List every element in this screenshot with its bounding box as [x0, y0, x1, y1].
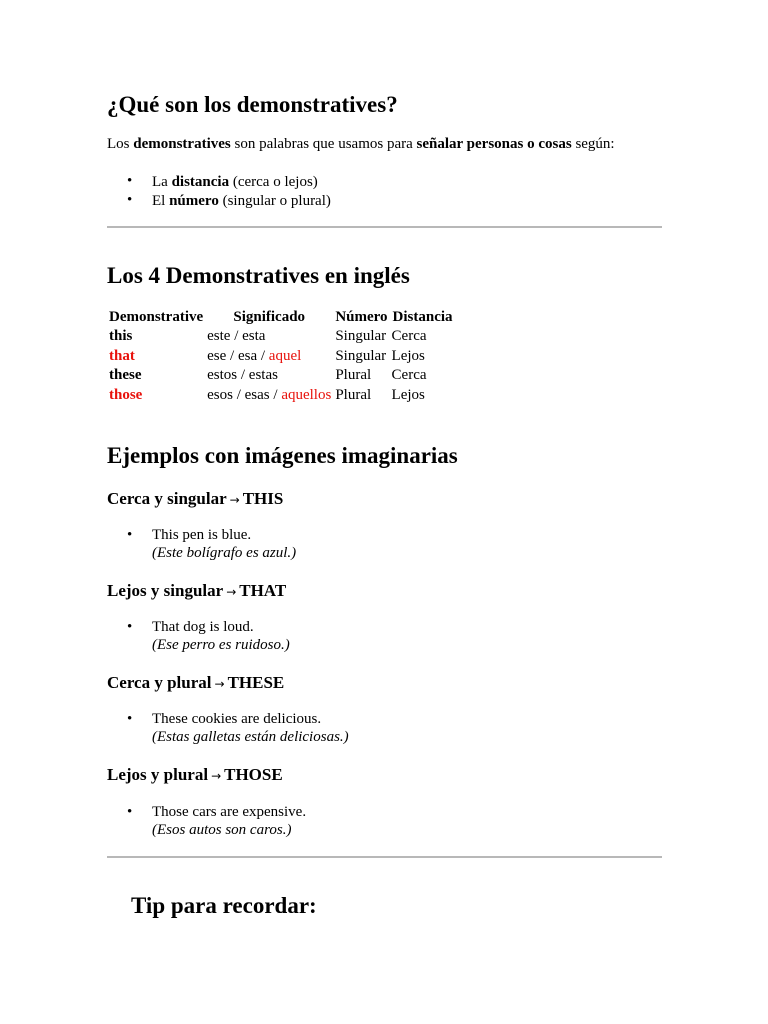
example-heading-that: [107, 581, 286, 601]
example-translation: (Este bolígrafo es azul.): [152, 545, 297, 561]
cell-distance: Cerca: [391, 328, 427, 345]
horizontal-rule: [107, 226, 662, 228]
table-header-row: [107, 307, 456, 327]
example-translation: (Ese perro es ruidoso.): [152, 637, 290, 653]
heading-four-demonstratives: [107, 263, 410, 289]
intro-bold-2: señalar personas o cosas: [416, 136, 572, 152]
word-text: that: [109, 347, 135, 364]
example-word: THOSE: [224, 765, 283, 784]
cell-number: Singular: [335, 328, 387, 345]
example-word: THESE: [227, 673, 285, 692]
intro-text-2: son palabras que usamos para: [230, 136, 417, 152]
bullet-dot: •: [127, 173, 133, 189]
example-word: THAT: [239, 581, 287, 600]
table-row: [107, 347, 456, 367]
meaning-highlight: aquel: [268, 347, 302, 364]
column-header: Número: [335, 308, 388, 325]
list-item-text: (cerca o lejos): [229, 174, 318, 190]
column-header: Demonstrative: [109, 308, 204, 325]
horizontal-rule: [107, 856, 662, 858]
bullet-dot: •: [127, 527, 133, 543]
example-label: Lejos y plural: [107, 765, 209, 784]
table-row: [107, 327, 456, 347]
example-sentence: That dog is loud.: [152, 619, 254, 635]
demonstratives-table: [107, 307, 456, 405]
example-translation: (Estas galletas están deliciosas.): [152, 729, 349, 745]
example-heading-those: [107, 765, 283, 785]
word-text: this: [109, 328, 133, 345]
list-item-text: (singular o plural): [218, 193, 331, 209]
list-item-text: El: [152, 193, 170, 209]
cell-word: [107, 366, 205, 386]
intro-bold-1: demonstratives: [133, 136, 231, 152]
cell-word: [107, 327, 205, 347]
example-word: THIS: [242, 489, 284, 508]
bullet-dot: •: [127, 192, 133, 208]
cell-word: [107, 386, 205, 406]
meaning-text: este / esta: [207, 328, 266, 345]
bullet-dot: •: [127, 711, 133, 727]
heading-examples: [107, 443, 458, 469]
heading-text: Ejemplos con imágenes imaginarias: [107, 443, 458, 468]
example-sentence-item: [152, 710, 349, 746]
list-item-bold: número: [169, 193, 219, 209]
bullet-dot: •: [127, 619, 133, 635]
intro-text-1: Los: [107, 136, 134, 152]
meaning-highlight: aquellos: [281, 387, 332, 404]
heading-what-are-demonstratives: ¿Qué son los demonstratives?: [107, 92, 398, 117]
example-sentence: Those cars are expensive.: [152, 804, 307, 820]
cell-number: Plural: [335, 387, 372, 404]
arrow-right-icon: →: [226, 585, 237, 599]
example-label: Cerca y plural: [107, 673, 212, 692]
example-sentence: These cookies are delicious.: [152, 711, 322, 727]
example-label: Lejos y singular: [107, 581, 224, 600]
table-row: [107, 386, 456, 406]
example-sentence-item: [152, 803, 306, 839]
table-row: [107, 366, 456, 386]
word-text: these: [109, 367, 142, 384]
bullet-dot: •: [127, 804, 133, 820]
list-item-bold: distancia: [171, 174, 230, 190]
cell-distance: Lejos: [391, 387, 425, 404]
cell-word: [107, 347, 205, 367]
column-header: Significado: [233, 308, 306, 325]
cell-number: Singular: [335, 347, 387, 364]
example-heading-these: [107, 673, 284, 693]
column-header: Distancia: [392, 308, 453, 325]
meaning-text: esos / esas /: [207, 387, 282, 404]
intro-paragraph: [107, 136, 615, 153]
intro-text-3: según:: [571, 136, 615, 152]
heading-tip: Tip para recordar:: [131, 893, 317, 918]
example-label: Cerca y singular: [107, 489, 227, 508]
arrow-right-icon: →: [211, 769, 222, 783]
word-text: those: [109, 387, 143, 404]
meaning-text: ese / esa /: [207, 347, 269, 364]
example-sentence: This pen is blue.: [152, 527, 252, 543]
cell-meaning: [205, 386, 333, 406]
heading-text: Los 4 Demonstratives en inglés: [107, 263, 410, 288]
cell-distance: Lejos: [391, 347, 425, 364]
example-sentence-item: [152, 618, 290, 654]
arrow-right-icon: →: [214, 677, 225, 691]
meaning-text: estos / estas: [207, 367, 278, 384]
example-heading-this: [107, 489, 283, 509]
list-item-number: [152, 191, 331, 210]
cell-meaning: [205, 327, 333, 347]
cell-meaning: [205, 347, 333, 367]
arrow-right-icon: →: [229, 493, 240, 507]
cell-meaning: [205, 366, 333, 386]
list-item-distance: [152, 172, 318, 191]
example-translation: (Esos autos son caros.): [152, 822, 292, 838]
list-item-text: La: [152, 174, 172, 190]
cell-number: Plural: [335, 367, 372, 384]
example-sentence-item: [152, 526, 296, 562]
cell-distance: Cerca: [391, 367, 427, 384]
